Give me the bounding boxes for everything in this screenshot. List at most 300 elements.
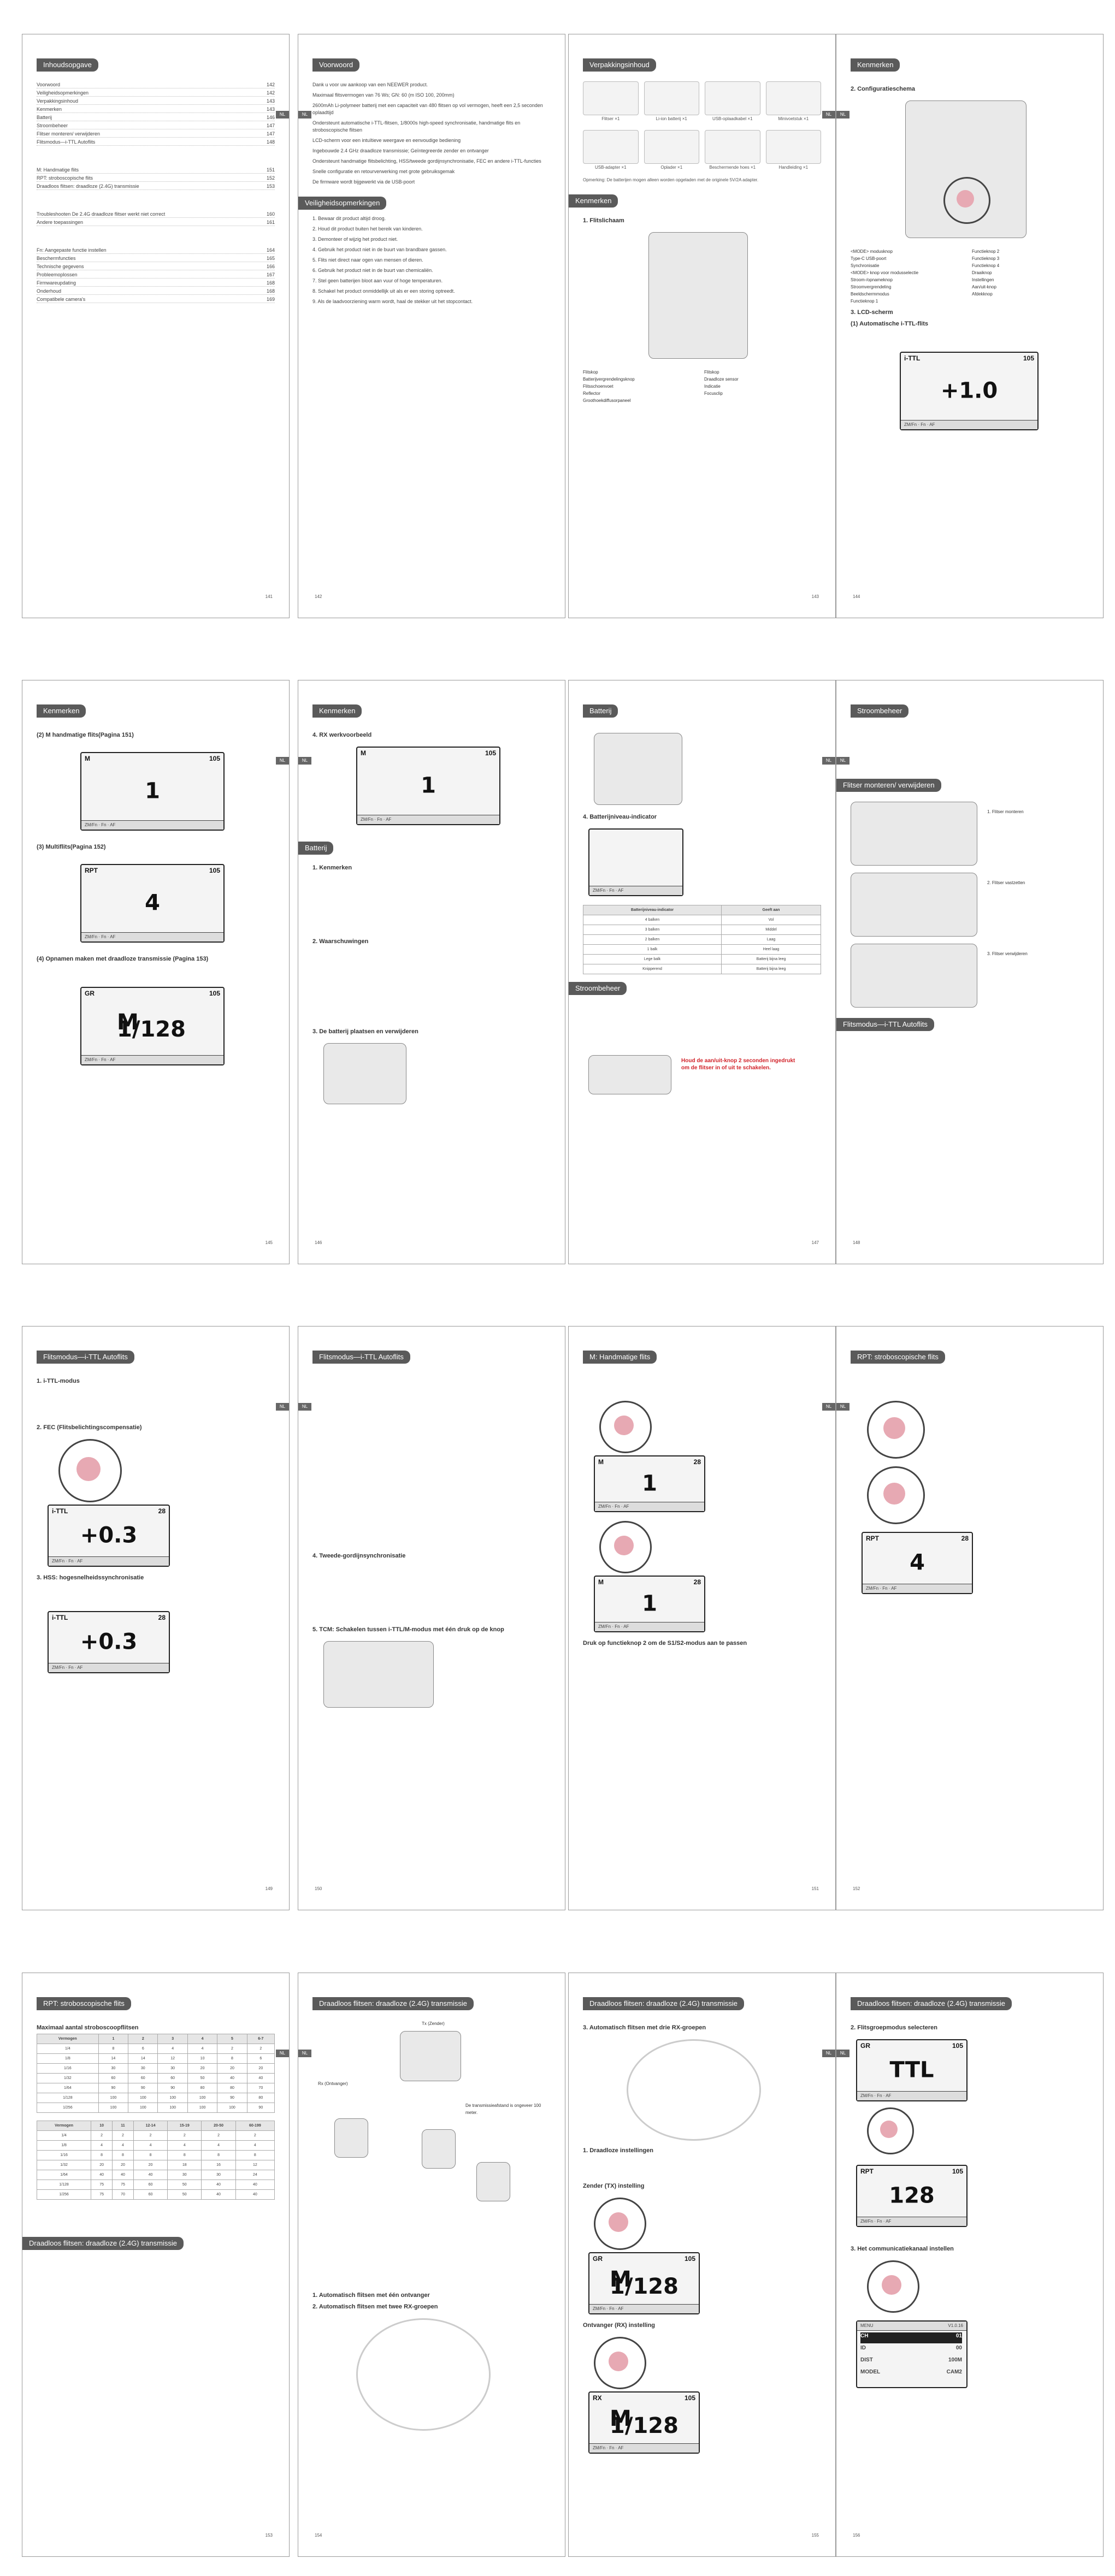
flash-unit-image xyxy=(851,944,977,1008)
toc-entry-title: RPT: stroboscopische flits xyxy=(37,175,93,181)
toc-entry[interactable] xyxy=(37,255,275,262)
toc-entry[interactable] xyxy=(37,90,275,97)
table-header-cell: 4 xyxy=(187,2034,217,2044)
table-cell: 2 balken xyxy=(583,935,722,945)
subsection-title: 2. Configuratieschema xyxy=(851,86,915,92)
language-tab: NL xyxy=(822,757,835,765)
toc-entry[interactable] xyxy=(37,175,275,182)
lcd-screen xyxy=(48,1505,170,1567)
menu-row-key: ID xyxy=(860,2345,866,2351)
toc-entry-title: Probleemoplossen xyxy=(37,272,78,277)
dial-center-button[interactable] xyxy=(609,2352,628,2371)
flash-unit-image xyxy=(323,1641,434,1708)
table-cell: 30 xyxy=(128,2064,158,2074)
spacer xyxy=(37,147,275,167)
part-label: Type-C USB-poort xyxy=(851,256,887,261)
table-cell: 2 xyxy=(235,2131,274,2141)
part-label: Indicatie xyxy=(704,384,721,389)
table-cell: 50 xyxy=(168,2190,202,2200)
toc-entry[interactable] xyxy=(37,98,275,105)
table-cell: 4 xyxy=(235,2141,274,2151)
part-label: <MODE> modusknop xyxy=(851,249,893,254)
step-label: 2. Flitser vastzetten xyxy=(987,880,1025,885)
dial-center-button[interactable] xyxy=(76,1457,101,1481)
paragraph: 7. Stel geen batterijen bloot aan vuur of hoge temperaturen. xyxy=(312,278,443,283)
flash-unit-image xyxy=(851,802,977,866)
toc-entry[interactable] xyxy=(37,167,275,174)
table-cell: 24 xyxy=(235,2170,274,2180)
lcd-mode-label: RPT xyxy=(866,1535,879,1542)
language-tab: NL xyxy=(276,1403,289,1411)
package-item xyxy=(766,81,822,122)
manual-page xyxy=(22,1973,290,2557)
paragraph: 1. Bewaar dit product altijd droog. xyxy=(312,216,386,221)
page-number: 152 xyxy=(853,1886,860,1891)
manual-page xyxy=(568,680,836,1264)
table-cell: 100 xyxy=(128,2103,158,2113)
group-zone xyxy=(356,2318,491,2431)
table-cell: 40 xyxy=(133,2170,167,2180)
paragraph: 2. Houd dit product buiten het bereik van kinderen. xyxy=(312,226,423,232)
spacer xyxy=(851,727,1089,771)
toc-entry[interactable] xyxy=(37,81,275,88)
lcd-mode-label: RPT xyxy=(85,867,98,874)
section-heading: Kenmerken xyxy=(851,58,900,72)
table-cell: Laag xyxy=(722,935,821,945)
table-cell: 1/256 xyxy=(37,2190,91,2200)
table-cell: 40 xyxy=(217,2074,247,2083)
page-number: 141 xyxy=(265,594,273,599)
part-label: Afdekknop xyxy=(972,292,993,297)
toc-entry-page: 165 xyxy=(266,256,275,261)
toc-entry-page: 143 xyxy=(266,106,275,112)
toc-entry[interactable] xyxy=(37,139,275,146)
table-cell: 40 xyxy=(235,2180,274,2190)
table-cell: 4 xyxy=(202,2141,235,2151)
toc-entry-page: 152 xyxy=(266,175,275,181)
spacer xyxy=(583,171,821,176)
lcd-mode-label: RX xyxy=(593,2394,602,2402)
part-label: Stroomvergrendeling xyxy=(851,285,892,289)
part-label: Focusclip xyxy=(704,391,723,396)
table-cell: 100 xyxy=(158,2103,187,2113)
table-cell: 100 xyxy=(187,2103,217,2113)
table-cell: 1/4 xyxy=(37,2131,91,2141)
table-cell: Knipperend xyxy=(583,964,722,974)
lcd-mode-label: M xyxy=(361,749,366,757)
table-row xyxy=(583,964,821,974)
menu-row-value: 100M xyxy=(948,2357,962,2363)
spacer xyxy=(312,1373,551,1548)
toc-entry[interactable] xyxy=(37,122,275,129)
table-header-cell: 5 xyxy=(217,2034,247,2044)
table-row xyxy=(583,935,821,945)
lcd-zoom-value: 28 xyxy=(158,1507,166,1515)
table-row xyxy=(37,2103,275,2113)
table-cell: 12 xyxy=(158,2054,187,2064)
toc-entry-page: 147 xyxy=(266,123,275,128)
table-cell: 8 xyxy=(217,2054,247,2064)
toc-entry-page: 143 xyxy=(266,98,275,104)
dial-center-button[interactable] xyxy=(609,2212,628,2232)
table-cell: 8 xyxy=(91,2151,113,2160)
table-cell: 2 xyxy=(113,2131,134,2141)
package-item-image xyxy=(766,130,822,164)
subsection-title: (4) Opnamen maken met draadloze transmissie (Pagina 153) xyxy=(37,956,209,962)
subsection-title: Druk op functieknop 2 om de S1/S2-modus aan te passen xyxy=(583,1640,747,1647)
toc-entry[interactable] xyxy=(37,114,275,121)
table-cell: 14 xyxy=(98,2054,128,2064)
language-tab: NL xyxy=(276,757,289,765)
subsection-title: Maximaal aantal stroboscoopflitsen xyxy=(37,2024,139,2031)
table-cell: Lege balk xyxy=(583,955,722,964)
table-cell: 16 xyxy=(202,2160,235,2170)
table-header-cell: Vermogen xyxy=(37,2121,91,2131)
table-cell: 30 xyxy=(98,2064,128,2074)
table-header-cell: 6-7 xyxy=(247,2034,274,2044)
toc-entry[interactable] xyxy=(37,131,275,138)
table-cell: 2 xyxy=(247,2044,274,2054)
subsection-title: 1. i-TTL-modus xyxy=(37,1378,80,1384)
toc-entry-title: Batterij xyxy=(37,115,52,120)
table-cell: 1/32 xyxy=(37,2074,99,2083)
subsection-title: 3. De batterij plaatsen en verwijderen xyxy=(312,1028,418,1035)
subsection-title: 1. Automatisch flitsen met één ontvanger xyxy=(312,2292,430,2299)
page-number: 147 xyxy=(811,1240,819,1245)
subsection-title: 2. Flitsgroepmodus selecteren xyxy=(851,2024,937,2031)
part-label: Flitskop xyxy=(704,370,719,375)
lcd-zoom-value: 105 xyxy=(952,2042,963,2050)
table-header-cell: Vermogen xyxy=(37,2034,99,2044)
part-label: Flitskop xyxy=(583,370,598,375)
paragraph: 9. Als de laadvoorziening warm wordt, haal de stekker uit het stopcontact. xyxy=(312,299,473,304)
table-row xyxy=(37,2074,275,2083)
dial-center-button[interactable] xyxy=(614,1536,634,1555)
toc-entry-page: 161 xyxy=(266,220,275,225)
table-cell: 100 xyxy=(187,2093,217,2103)
language-tab: NL xyxy=(836,757,849,765)
page-body xyxy=(851,81,1089,439)
table-row xyxy=(583,955,821,964)
package-item-image xyxy=(583,81,639,115)
menu-version: V1.0.16 xyxy=(948,2323,963,2328)
dial-center-button[interactable] xyxy=(614,1416,634,1435)
spacer xyxy=(312,2206,551,2288)
toc-entry[interactable] xyxy=(37,288,275,295)
manual-page xyxy=(568,1326,836,1910)
toc-entry-title: Flitsmodus—i-TTL Autoflits xyxy=(37,139,96,145)
strobe-table xyxy=(37,2034,275,2113)
toc-entry[interactable] xyxy=(37,106,275,113)
page-number: 151 xyxy=(811,1886,819,1891)
paragraph: Ondersteunt automatische i-TTL-flitsen, 1/8000s high-speed synchronisatie, handmatige flits en stroboscopische flitsen xyxy=(312,120,521,133)
subsection-title: 2. Automatisch flitsen met twee RX-groepen xyxy=(312,2303,438,2310)
lcd-main-value: M 1/128 xyxy=(117,1010,186,1042)
toc-entry-page: 166 xyxy=(266,264,275,269)
lcd-status-bar: ZM/Fn · Fn · AF xyxy=(49,1556,169,1566)
lcd-zoom-value: 105 xyxy=(209,867,220,874)
table-cell: Middel xyxy=(722,925,821,935)
table-cell: 1/64 xyxy=(37,2083,99,2093)
toc-entry[interactable] xyxy=(37,263,275,270)
menu-row[interactable] xyxy=(860,2368,962,2379)
table-cell: 40 xyxy=(235,2190,274,2200)
page-number: 144 xyxy=(853,594,860,599)
lcd-screen xyxy=(900,352,1039,430)
paragraph: Ondersteunt handmatige flitsbelichting, HSS/tweede gordijnsynchronisatie, FEC en andere i-TTL-functies xyxy=(312,158,541,164)
spacer xyxy=(37,191,275,211)
package-item-image xyxy=(644,130,700,164)
lcd-screen xyxy=(80,752,225,831)
menu-title-bar xyxy=(857,2322,966,2331)
part-label: Reflector xyxy=(583,391,601,396)
lcd-status-bar: ZM/Fn · Fn · AF xyxy=(589,886,682,895)
table-cell: 12 xyxy=(235,2160,274,2170)
toc-entry-title: Flitser monteren/ verwijderen xyxy=(37,131,101,137)
toc-entry[interactable] xyxy=(37,296,275,303)
subsection-title: 1. Draadloze instellingen xyxy=(583,2147,653,2154)
table-header-cell: 11 xyxy=(113,2121,134,2131)
page-number: 154 xyxy=(315,2533,322,2538)
section-heading: Voorwoord xyxy=(312,58,359,72)
lcd-screen xyxy=(862,1532,973,1594)
toc-entry[interactable] xyxy=(37,211,275,218)
subsection-title: Ontvanger (RX) instelling xyxy=(583,2322,656,2329)
table-cell: 75 xyxy=(91,2190,113,2200)
table-cell: 1/64 xyxy=(37,2170,91,2180)
subsection-title: 2. Waarschuwingen xyxy=(312,938,369,945)
page-body xyxy=(305,81,551,309)
table-cell: 60 xyxy=(98,2074,128,2083)
subsection-title: 3. LCD-scherm xyxy=(851,309,893,316)
flash-unit-image xyxy=(594,733,682,805)
section-heading: Kenmerken xyxy=(312,704,362,718)
camera-illustration xyxy=(400,2031,461,2081)
toc-entry-title: Draadloos flitsen: draadloze (2.4G) transmissie xyxy=(37,183,139,189)
config-diagram xyxy=(851,95,1089,248)
menu-row[interactable] xyxy=(860,2356,962,2367)
table-row xyxy=(37,2190,275,2200)
table-cell: 1/4 xyxy=(37,2044,99,2054)
table-cell: 6 xyxy=(247,2054,274,2064)
dial-center-button[interactable] xyxy=(957,190,974,208)
lcd-mode-label: RPT xyxy=(860,2168,874,2175)
lcd-zoom-value: 28 xyxy=(158,1614,166,1621)
lcd-mode-label: i-TTL xyxy=(904,354,921,362)
package-item-label: Oplader ×1 xyxy=(660,165,683,170)
lcd-status-bar: ZM/Fn · Fn · AF xyxy=(901,420,1037,429)
table-cell: 8 xyxy=(168,2151,202,2160)
lcd-status-bar: ZM/Fn · Fn · AF xyxy=(49,1663,169,1672)
package-item xyxy=(644,81,700,122)
table-cell: Batterij bijna leeg xyxy=(722,955,821,964)
table-cell: 75 xyxy=(113,2180,134,2190)
page-body xyxy=(851,1373,1089,1603)
page-number: 153 xyxy=(265,2533,273,2538)
table-cell: 8 xyxy=(202,2151,235,2160)
table-row xyxy=(37,2083,275,2093)
lcd-main-value: 4 xyxy=(145,890,160,916)
table-cell: 100 xyxy=(98,2103,128,2113)
menu-row-value: 01 xyxy=(955,2333,962,2339)
parts-list xyxy=(583,369,821,404)
section-heading: RPT: stroboscopische flits xyxy=(37,1997,131,2010)
package-item-label: Handleiding ×1 xyxy=(778,165,809,170)
table-cell: 60 xyxy=(128,2074,158,2083)
subsection-title: 3. Het communicatiekanaal instellen xyxy=(851,2246,954,2252)
table-cell: 90 xyxy=(158,2083,187,2093)
package-item xyxy=(705,130,760,171)
table-cell: 20 xyxy=(113,2160,134,2170)
lcd-screen xyxy=(588,2252,700,2314)
lcd-screen xyxy=(588,2391,700,2454)
table-cell: 1/128 xyxy=(37,2180,91,2190)
dial-center-button[interactable] xyxy=(883,1483,905,1505)
manual-page xyxy=(836,1973,1104,2557)
part-label: Aan/uit-knop xyxy=(972,285,996,289)
table-cell: 4 xyxy=(91,2141,113,2151)
table-header-cell: 3 xyxy=(158,2034,187,2044)
toc-entry[interactable] xyxy=(37,183,275,190)
language-tab: NL xyxy=(836,2050,849,2057)
spacer xyxy=(312,948,551,1024)
section-heading: Draadloos flitsen: draadloze (2.4G) transmissie xyxy=(583,1997,744,2010)
lcd-figure xyxy=(851,330,1089,439)
toc-entry-title: Technische gegevens xyxy=(37,264,84,269)
table-row xyxy=(583,915,821,925)
spacer xyxy=(37,1584,275,1606)
subsection-title: 1. Kenmerken xyxy=(312,864,352,871)
language-tab: NL xyxy=(298,1403,311,1411)
table-cell: Heel laag xyxy=(722,945,821,955)
table-row xyxy=(37,2170,275,2180)
receiver-flash xyxy=(422,2129,456,2169)
paragraph: Maximaal flitsvermogen van 76 Ws; GN: 60 (m ISO 100, 200mm) xyxy=(312,92,455,98)
package-item-image xyxy=(766,81,822,115)
section-heading: Batterij xyxy=(298,842,333,855)
lcd-screen xyxy=(80,987,225,1065)
menu-row-key: MODEL xyxy=(860,2369,881,2375)
paragraph: 6. Gebruik het product niet in de buurt van chemicaliën. xyxy=(312,268,433,273)
section-heading: Inhoudsopgave xyxy=(37,58,98,72)
page-body xyxy=(312,2020,551,2433)
table-row xyxy=(37,2093,275,2103)
package-item-label: USB-oplaadkabel ×1 xyxy=(712,116,753,121)
toc-entry-title: Veiligheidsopmerkingen xyxy=(37,90,89,96)
subsection-title: 4. RX werkvoorbeeld xyxy=(312,732,372,738)
package-item-label: Li-ion batterij ×1 xyxy=(656,116,687,121)
dial-center-button[interactable] xyxy=(883,1417,905,1439)
menu-row[interactable] xyxy=(860,2344,962,2355)
table-cell: 10 xyxy=(187,2054,217,2064)
lcd-zoom-value: 105 xyxy=(209,990,220,997)
language-tab: NL xyxy=(298,2050,311,2057)
package-item-label: Beschermende hoes ×1 xyxy=(709,165,756,170)
lcd-status-bar: ZM/Fn · Fn · AF xyxy=(595,1622,704,1631)
dial-center-button[interactable] xyxy=(882,2275,901,2295)
table-row xyxy=(583,925,821,935)
part-label: Functieknop 4 xyxy=(972,263,1000,268)
table-cell: 2 xyxy=(91,2131,113,2141)
table-header-cell: 1 xyxy=(98,2034,128,2044)
dial-center-button[interactable] xyxy=(880,2121,898,2138)
subsection-title: (1) Automatische i-TTL-flits xyxy=(851,321,928,327)
lcd-main-value: M 1/128 xyxy=(610,2267,679,2299)
section-heading: Veiligheidsopmerkingen xyxy=(298,197,386,210)
toc-entry-title: Voorwoord xyxy=(37,82,61,87)
section-heading: Flitsmodus—i-TTL Autoflits xyxy=(37,1351,134,1364)
package-item-image xyxy=(705,81,760,115)
toc-entry[interactable] xyxy=(37,219,275,226)
section-heading: Kenmerken xyxy=(37,704,86,718)
toc-entry[interactable] xyxy=(37,247,275,254)
section-heading: Draadloos flitsen: draadloze (2.4G) transmissie xyxy=(312,1997,474,2010)
lcd-main-value: +0.3 xyxy=(80,1629,138,1655)
toc-entry-page: 153 xyxy=(266,183,275,189)
lcd-zoom-value: 28 xyxy=(693,1578,701,1586)
lcd-screen xyxy=(856,2039,967,2101)
subsection-title: 4. Batterijniveau-indicator xyxy=(583,814,657,820)
manual-page xyxy=(298,1326,565,1910)
menu-row[interactable] xyxy=(860,2332,962,2343)
toc-entry-page: 168 xyxy=(266,280,275,286)
table-cell: 20 xyxy=(187,2064,217,2074)
spacer xyxy=(37,227,275,247)
table-cell: 4 xyxy=(133,2141,167,2151)
toc-entry-page: 164 xyxy=(266,247,275,253)
language-tab: NL xyxy=(276,111,289,119)
part-label: Synchronisatie xyxy=(851,263,880,268)
toc-entry-page: 142 xyxy=(266,82,275,87)
page-number: 146 xyxy=(315,1240,322,1245)
subsection-title: (3) Multiflits(Pagina 152) xyxy=(37,844,106,850)
language-tab: NL xyxy=(822,2050,835,2057)
lcd-status-bar: ZM/Fn · Fn · AF xyxy=(81,820,223,830)
subsection-title: Zender (TX) instelling xyxy=(583,2183,645,2189)
table-cell: 40 xyxy=(113,2170,134,2180)
page-body xyxy=(575,727,821,1099)
table-cell: 50 xyxy=(168,2180,202,2190)
table-cell: 90 xyxy=(98,2083,128,2093)
toc-entry[interactable] xyxy=(37,280,275,287)
page-body xyxy=(29,2020,275,2255)
page-body xyxy=(583,1373,821,1649)
section-heading: Batterij xyxy=(583,704,618,718)
receiver-flash xyxy=(476,2162,510,2201)
lcd-status-bar: ZM/Fn · Fn · AF xyxy=(589,2443,699,2453)
table-cell: 8 xyxy=(98,2044,128,2054)
lcd-zoom-value: 105 xyxy=(684,2394,695,2402)
toc-entry-title: Onderhoud xyxy=(37,288,62,294)
lcd-screen xyxy=(594,1576,705,1632)
flash-body-diagram xyxy=(583,227,821,369)
manual-page xyxy=(836,1326,1104,1910)
lcd-main-value: 1 xyxy=(421,773,436,798)
table-cell: 90 xyxy=(217,2093,247,2103)
page-body xyxy=(37,81,275,304)
toc-entry-page: 167 xyxy=(266,272,275,277)
table-cell: 4 balken xyxy=(583,915,722,925)
table-cell: 40 xyxy=(247,2074,274,2083)
section-heading: Flitsmodus—i-TTL Autoflits xyxy=(836,1018,934,1031)
toc-entry-page: 147 xyxy=(266,131,275,137)
toc-entry[interactable] xyxy=(37,271,275,279)
receiver-flash xyxy=(334,2118,368,2158)
table-cell: 60 xyxy=(133,2180,167,2190)
paragraph: De firmware wordt bijgewerkt via de USB-poort xyxy=(312,179,415,185)
lcd-zoom-value: 28 xyxy=(693,1458,701,1466)
table-header-cell: 20-50 xyxy=(202,2121,235,2131)
